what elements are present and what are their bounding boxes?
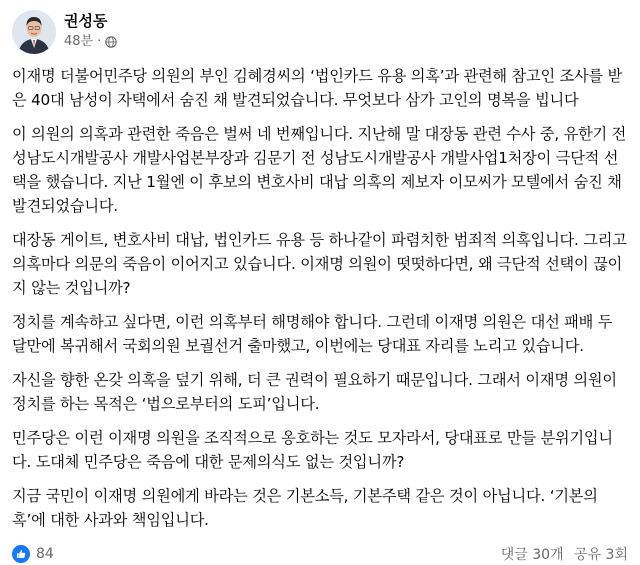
post-subline <box>64 33 117 51</box>
post-timestamp[interactable]: 48분 <box>64 34 94 49</box>
post-paragraph-5: 자신을 향한 온갖 의혹을 덮기 위해, 더 큰 권력이 필요하기 때문입니다. 그래서 이재명 의원이 정치를 하는 목적은 ‘법으로부터의 도피’입니다. <box>12 371 617 413</box>
post-paragraph-7: 지금 국민이 이재명 의원에게 바라는 것은 기본소득, 기본주택 같은 것이 아닙니다. ‘기본의혹’에 대한 사과와 책임입니다. <box>12 487 598 529</box>
post-footer <box>12 543 628 565</box>
post-paragraph-2: 이 의원의 의혹과 관련한 죽음은 벌써 네 번째입니다. 지난해 말 대장동 관련 수사 중, 유한기 전 성남도시개발공사 개발사업본부장과 김문기 전 성남도시개발공사 개발사업1처장이 극단적 선택을 했습니다. 지난 1월엔 이 후보의 변호사비 대납 의혹의 제보자 이모씨가 모텔에서 숨진 채 발견되었습니다. <box>12 125 627 215</box>
post-paragraph-4: 정치를 계속하고 싶다면, 이런 의혹부터 해명해야 합니다. 그런데 이재명 의원은 대선 패배 두 달만에 복귀해서 국회의원 보궐선거 출마했고, 이번에는 당대표 자리를 노리고 있습니다. <box>12 313 613 355</box>
share-count-link[interactable]: 공유 3회 <box>574 547 628 563</box>
author-avatar[interactable] <box>12 10 56 54</box>
engagement-counts <box>495 544 628 564</box>
globe-icon[interactable] <box>105 36 117 48</box>
avatar-portrait-icon <box>12 10 56 54</box>
reaction-summary[interactable] <box>12 545 54 563</box>
post-paragraph-1: 이재명 더불어민주당 의원의 부인 김혜경씨의 ‘법인카드 유용 의혹’과 관련해 참고인 조사를 받은 40대 남성이 자택에서 숨진 채 발견되었습니다. 무엇보다 삼가 고인의 명복을 빕니다 <box>12 67 623 109</box>
separator-dot: · <box>97 34 102 49</box>
post-header <box>12 0 628 64</box>
like-icon <box>12 545 30 563</box>
post-paragraph-3: 대장동 게이트, 변호사비 대납, 법인카드 유용 등 하나같이 파렴치한 범죄적 의혹입니다. 그리고 의혹마다 의문의 죽음이 이어지고 있습니다. 이재명 의원이 떳떳하다면, 왜 극단적 선택이 끊이지 않는 것입니까? <box>12 231 627 297</box>
like-count: 84 <box>36 546 54 562</box>
comment-count-link[interactable]: 댓글 30개 <box>500 547 564 563</box>
post-body <box>12 64 628 532</box>
post-meta <box>64 8 117 51</box>
author-name[interactable]: 권성동 <box>64 12 108 30</box>
post-paragraph-6: 민주당은 이런 이재명 의원을 조직적으로 옹호하는 것도 모자라서, 당대표로 만들 분위기입니다. 도대체 민주당은 죽음에 대한 문제의식도 없는 것입니까? <box>12 429 613 471</box>
